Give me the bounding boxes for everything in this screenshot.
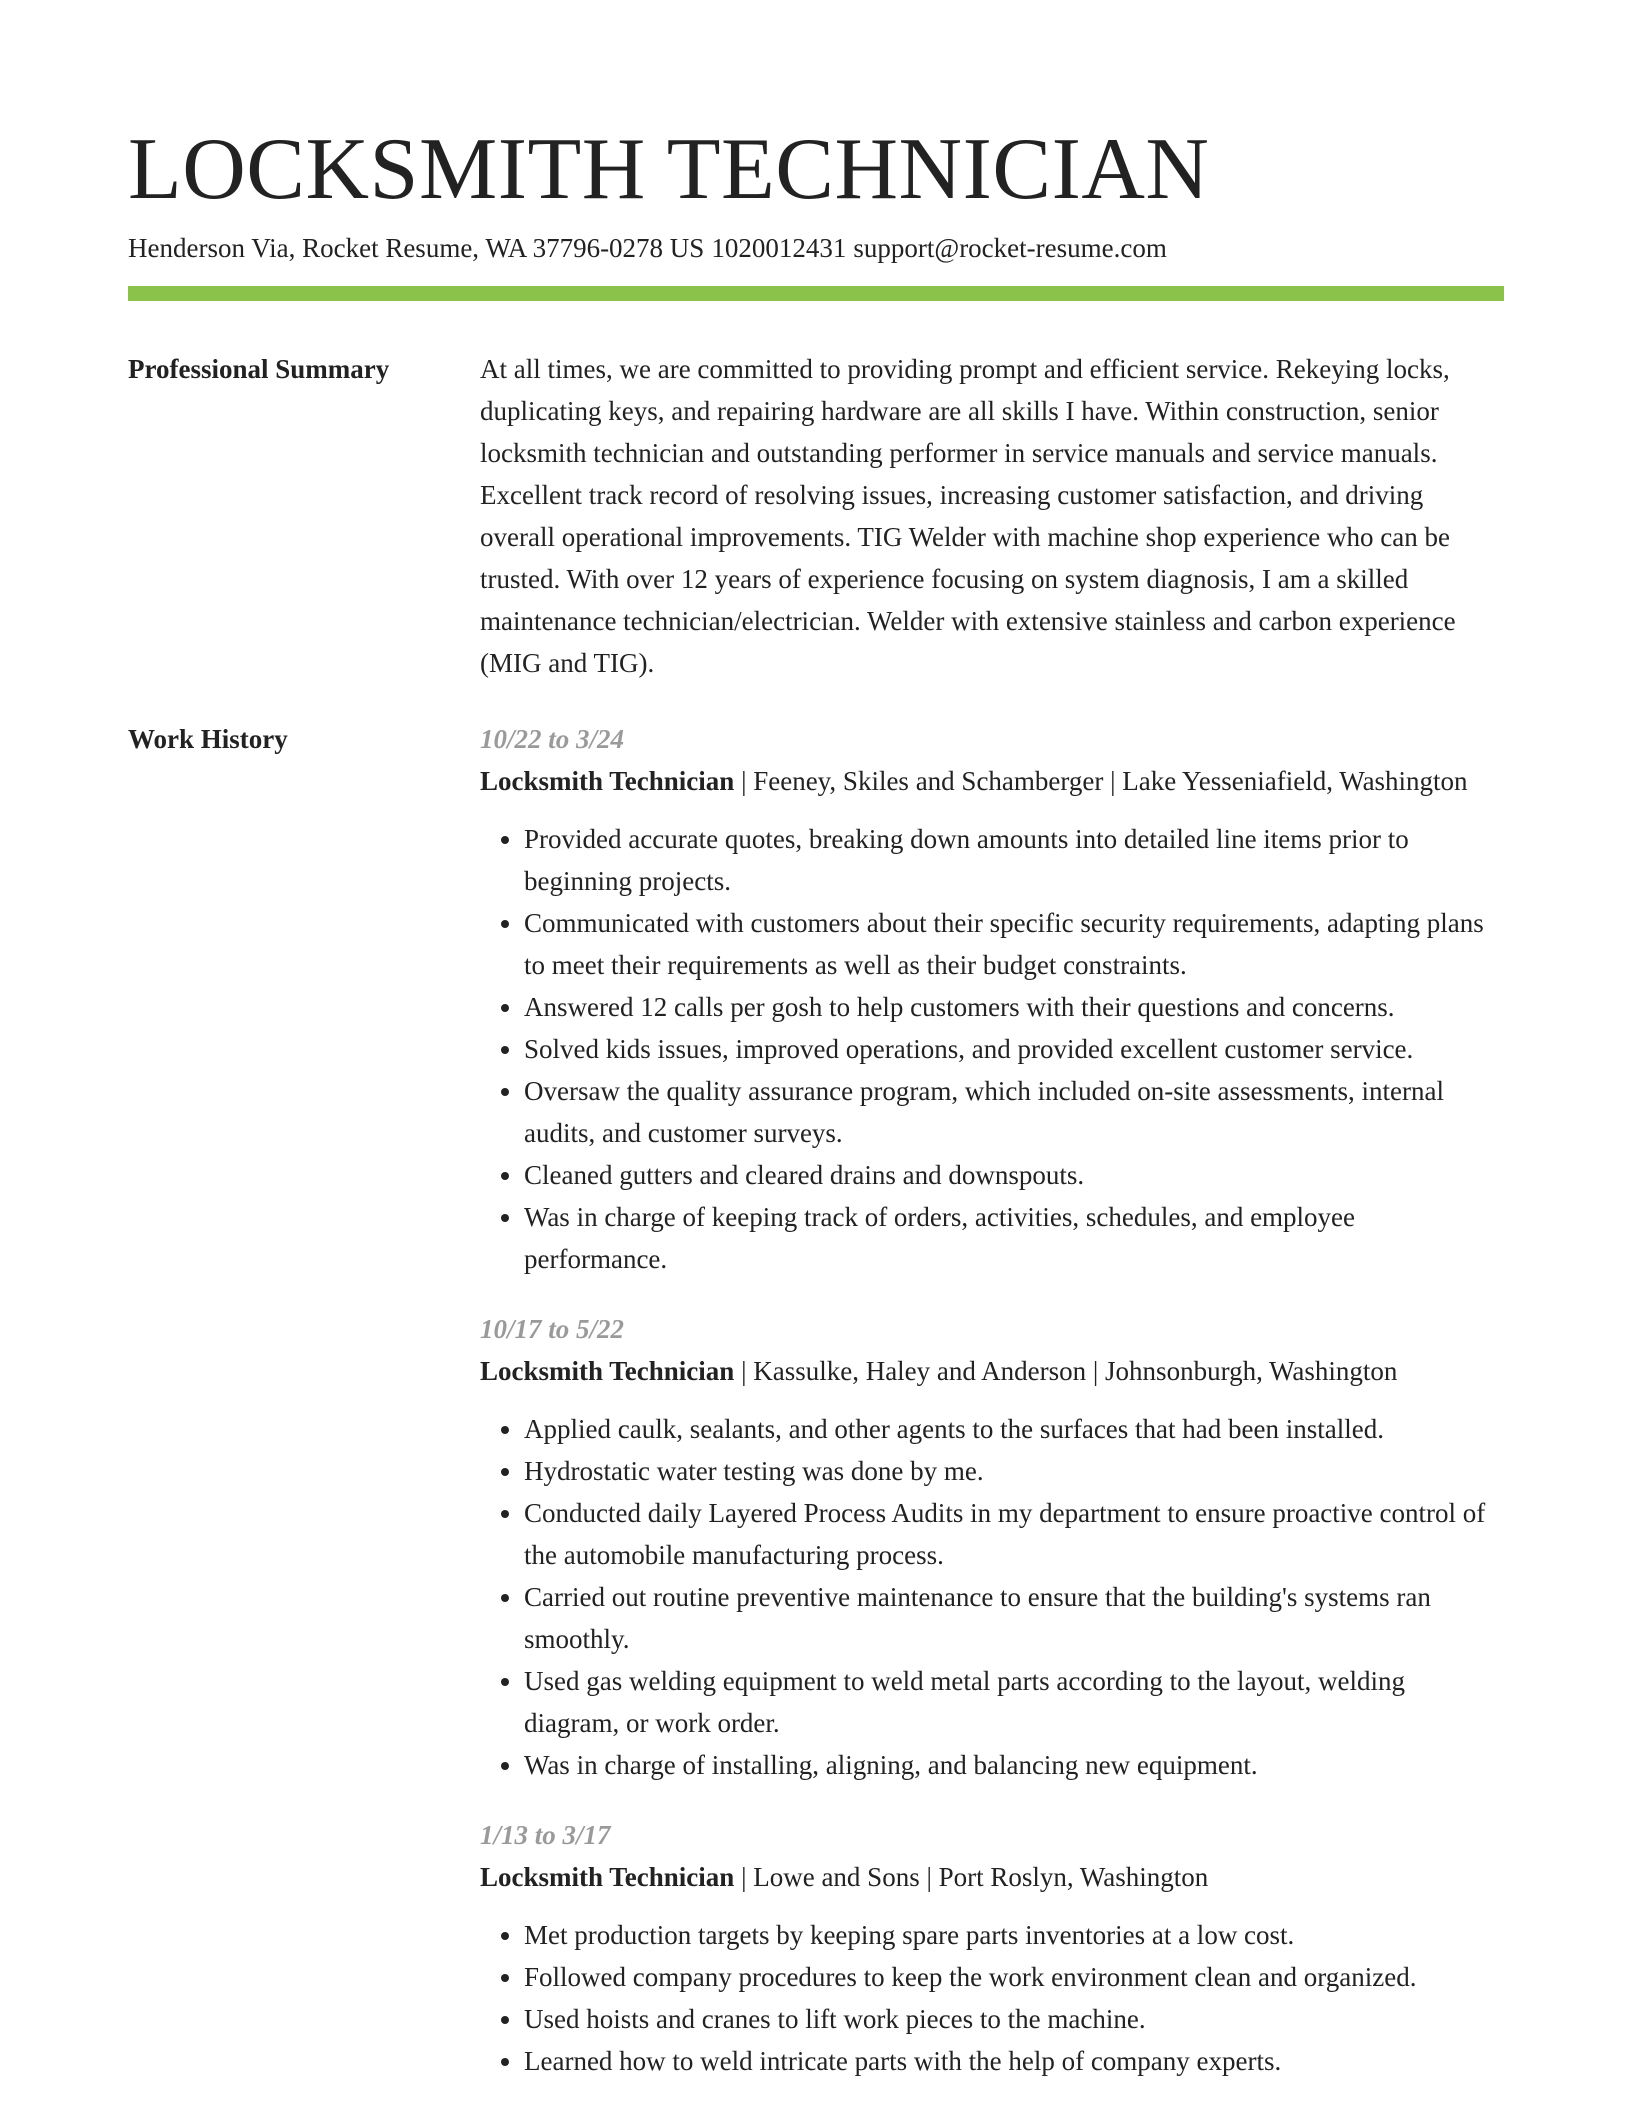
job-duties [480, 1408, 1504, 1786]
job-duty-item: • Cleaned gutters and cleared drains and downspouts. [524, 1154, 1504, 1196]
job-duty-item: • Applied caulk, sealants, and other agents to the surfaces that had been installed. [524, 1408, 1504, 1450]
contact-email: support@rocket-resume.com [853, 233, 1167, 263]
job-duty-item: • Learned how to weld intricate parts with the help of company experts. [524, 2040, 1504, 2082]
job-role: Locksmith Technician [480, 1862, 735, 1892]
job-duty-item: • Used hoists and cranes to lift work pieces to the machine. [524, 1998, 1504, 2040]
summary-text: At all times, we are committed to providing prompt and efficient service. Rekeying locks, duplicating keys, and repairing hardware are all skills I have. Within construction, senior locksmith technician and outstanding performer in service manuals and service manuals. Excellent track record of resolving issues, increasing customer satisfaction, and driving overall operational improvements. TIG Welder with machine shop experience who can be trusted. With over 12 years of experience focusing on system diagnosis, I am a skilled maintenance technician/electrician. Welder with extensive stainless and carbon experience (MIG and TIG). [480, 354, 1456, 678]
job-duty-item: • Communicated with customers about their specific security requirements, adapting plans to meet their requirements as well as their budget constraints. [524, 902, 1504, 986]
header-divider [128, 286, 1504, 301]
summary-body [480, 348, 1504, 684]
job-duties [480, 1914, 1504, 2082]
contact-phone: 1020012431 [711, 233, 847, 263]
job-employer-location: | Feeney, Skiles and Schamberger | Lake Yesseniafield, Washington [734, 766, 1468, 796]
job-dates: 10/22 to 3/24 [480, 724, 625, 754]
job-list [480, 718, 1504, 2110]
contact-address: Henderson Via, Rocket Resume, WA 37796-0278 US [128, 233, 705, 263]
job-heading [480, 760, 1504, 802]
job-duty-item: • Met production targets by keeping spare parts inventories at a low cost. [524, 1914, 1504, 1956]
job-duty-item: • Oversaw the quality assurance program, which included on-site assessments, internal audits, and customer surveys. [524, 1070, 1504, 1154]
job-duty-item: • Was in charge of keeping track of orders, activities, schedules, and employee performance. [524, 1196, 1504, 1280]
job-duty-item: • Used gas welding equipment to weld metal parts according to the layout, welding diagram, or work order. [524, 1660, 1504, 1744]
job-employer-location: | Lowe and Sons | Port Roslyn, Washington [734, 1862, 1209, 1892]
job-entry [480, 1814, 1504, 2082]
job-duty-item: • Hydrostatic water testing was done by me. [524, 1450, 1504, 1492]
job-role: Locksmith Technician [480, 1356, 735, 1386]
job-entry [480, 718, 1504, 1280]
job-duty-item: • Was in charge of installing, aligning, and balancing new equipment. [524, 1744, 1504, 1786]
job-duty-item: • Followed company procedures to keep the work environment clean and organized. [524, 1956, 1504, 1998]
contact-line [128, 230, 1167, 266]
job-duty-item: • Conducted daily Layered Process Audits in my department to ensure proactive control of the automobile manufacturing process. [524, 1492, 1504, 1576]
job-heading [480, 1350, 1504, 1392]
summary-title: Professional Summary [128, 354, 390, 384]
work-history-title: Work History [128, 724, 288, 754]
job-heading [480, 1856, 1504, 1898]
job-duties [480, 818, 1504, 1280]
job-dates: 1/13 to 3/17 [480, 1820, 611, 1850]
job-duty-item: • Answered 12 calls per gosh to help customers with their questions and concerns. [524, 986, 1504, 1028]
job-duty-item: • Solved kids issues, improved operations, and provided excellent customer service. [524, 1028, 1504, 1070]
job-role: Locksmith Technician [480, 766, 735, 796]
job-duty-item: • Provided accurate quotes, breaking down amounts into detailed line items prior to beginning projects. [524, 818, 1504, 902]
job-duty-item: • Carried out routine preventive maintenance to ensure that the building's systems ran smoothly. [524, 1576, 1504, 1660]
candidate-name: LOCKSMITH TECHNICIAN [128, 121, 1210, 218]
job-employer-location: | Kassulke, Haley and Anderson | Johnsonburgh, Washington [734, 1356, 1398, 1386]
job-dates: 10/17 to 5/22 [480, 1314, 625, 1344]
job-entry [480, 1308, 1504, 1786]
